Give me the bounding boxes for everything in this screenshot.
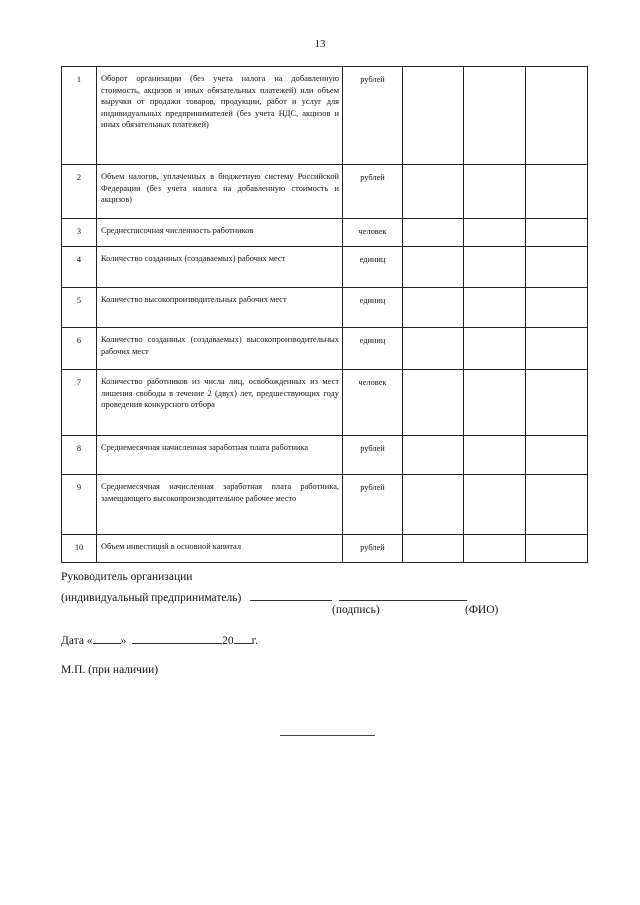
name-caption: (ФИО) bbox=[465, 604, 499, 616]
signature-role-line bbox=[61, 589, 467, 604]
value-cell bbox=[464, 370, 526, 436]
indicator-name: Среднемесячная начисленная заработная плата работника, замещающего высокопроизводительное рабочее место bbox=[97, 475, 343, 535]
indicator-name: Объем налогов, уплаченных в бюджетную систему Российской Федерации (без учета налога на добавленную стоимость и акцизов) bbox=[97, 165, 343, 219]
signature-role: (индивидуальный предприниматель) bbox=[61, 592, 242, 604]
row-number: 7 bbox=[62, 370, 97, 436]
indicator-name: Количество работников из числа лиц, освобожденных из мест лишения свободы в течение 2 (двух) лет, предшествующих году проведения конкурсного отбора bbox=[97, 370, 343, 436]
date-year-suffix: г. bbox=[251, 635, 258, 647]
value-cell bbox=[526, 328, 588, 370]
value-cell bbox=[526, 535, 588, 563]
value-cell bbox=[403, 67, 464, 165]
table-row bbox=[62, 288, 588, 328]
unit-cell: человек bbox=[343, 219, 403, 247]
date-quote-close: » bbox=[120, 635, 127, 647]
value-cell bbox=[464, 328, 526, 370]
row-number: 8 bbox=[62, 436, 97, 475]
year-blank bbox=[234, 632, 252, 644]
value-cell bbox=[526, 436, 588, 475]
table-row bbox=[62, 535, 588, 563]
value-cell bbox=[403, 288, 464, 328]
value-cell bbox=[403, 328, 464, 370]
value-cell bbox=[464, 475, 526, 535]
table-row bbox=[62, 436, 588, 475]
end-rule bbox=[280, 735, 375, 736]
value-cell bbox=[526, 370, 588, 436]
table-row bbox=[62, 165, 588, 219]
indicator-name: Количество созданных (создаваемых) высокопроизводительных рабочих мест bbox=[97, 328, 343, 370]
row-number: 10 bbox=[62, 535, 97, 563]
row-number: 4 bbox=[62, 247, 97, 288]
signature-title: Руководитель организации bbox=[61, 571, 193, 583]
stamp-note: М.П. (при наличии) bbox=[61, 664, 159, 676]
date-year-prefix: 20 bbox=[222, 635, 234, 647]
indicator-name: Количество созданных (создаваемых) рабочих мест bbox=[97, 247, 343, 288]
value-cell bbox=[526, 247, 588, 288]
value-cell bbox=[526, 165, 588, 219]
indicator-name: Оборот организации (без учета налога на добавленную стоимость, акцизов и иных обязательных платежей) или объем выручки от продажи товаров, продукции, работ и услуг для индивидуальных предпринимателей (без учета НДС, акцизов и иных обязательных платежей) bbox=[97, 67, 343, 165]
value-cell bbox=[526, 219, 588, 247]
unit-cell: рублей bbox=[343, 436, 403, 475]
date-label: Дата « bbox=[61, 635, 93, 647]
value-cell bbox=[464, 67, 526, 165]
value-cell bbox=[403, 370, 464, 436]
indicators-table bbox=[61, 66, 588, 563]
value-cell bbox=[403, 247, 464, 288]
indicator-name: Количество высокопроизводительных рабочих мест bbox=[97, 288, 343, 328]
row-number: 1 bbox=[62, 67, 97, 165]
name-blank bbox=[339, 589, 467, 601]
page-number: 13 bbox=[314, 38, 326, 50]
value-cell bbox=[403, 219, 464, 247]
unit-cell: рублей bbox=[343, 535, 403, 563]
value-cell bbox=[403, 165, 464, 219]
value-cell bbox=[526, 288, 588, 328]
value-cell bbox=[403, 436, 464, 475]
table-row bbox=[62, 370, 588, 436]
unit-cell: рублей bbox=[343, 165, 403, 219]
value-cell bbox=[403, 475, 464, 535]
table-row bbox=[62, 219, 588, 247]
value-cell bbox=[464, 247, 526, 288]
signature-blank bbox=[250, 589, 332, 601]
unit-cell: человек bbox=[343, 370, 403, 436]
value-cell bbox=[464, 165, 526, 219]
value-cell bbox=[464, 436, 526, 475]
table-row bbox=[62, 247, 588, 288]
unit-cell: единиц bbox=[343, 288, 403, 328]
month-blank bbox=[132, 632, 222, 644]
unit-cell: единиц bbox=[343, 247, 403, 288]
value-cell bbox=[464, 288, 526, 328]
indicator-name: Среднемесячная начисленная заработная плата работника bbox=[97, 436, 343, 475]
value-cell bbox=[464, 219, 526, 247]
value-cell bbox=[526, 67, 588, 165]
row-number: 2 bbox=[62, 165, 97, 219]
row-number: 5 bbox=[62, 288, 97, 328]
date-line bbox=[61, 632, 258, 647]
value-cell bbox=[464, 535, 526, 563]
table-row bbox=[62, 475, 588, 535]
row-number: 9 bbox=[62, 475, 97, 535]
unit-cell: рублей bbox=[343, 475, 403, 535]
value-cell bbox=[526, 475, 588, 535]
indicator-name: Объем инвестиций в основной капитал bbox=[97, 535, 343, 563]
day-blank bbox=[93, 632, 121, 644]
value-cell bbox=[403, 535, 464, 563]
unit-cell: единиц bbox=[343, 328, 403, 370]
table-row bbox=[62, 328, 588, 370]
signature-caption: (подпись) bbox=[332, 604, 380, 616]
unit-cell: рублей bbox=[343, 67, 403, 165]
row-number: 3 bbox=[62, 219, 97, 247]
indicator-name: Среднесписочная численность работников bbox=[97, 219, 343, 247]
table-row bbox=[62, 67, 588, 165]
row-number: 6 bbox=[62, 328, 97, 370]
